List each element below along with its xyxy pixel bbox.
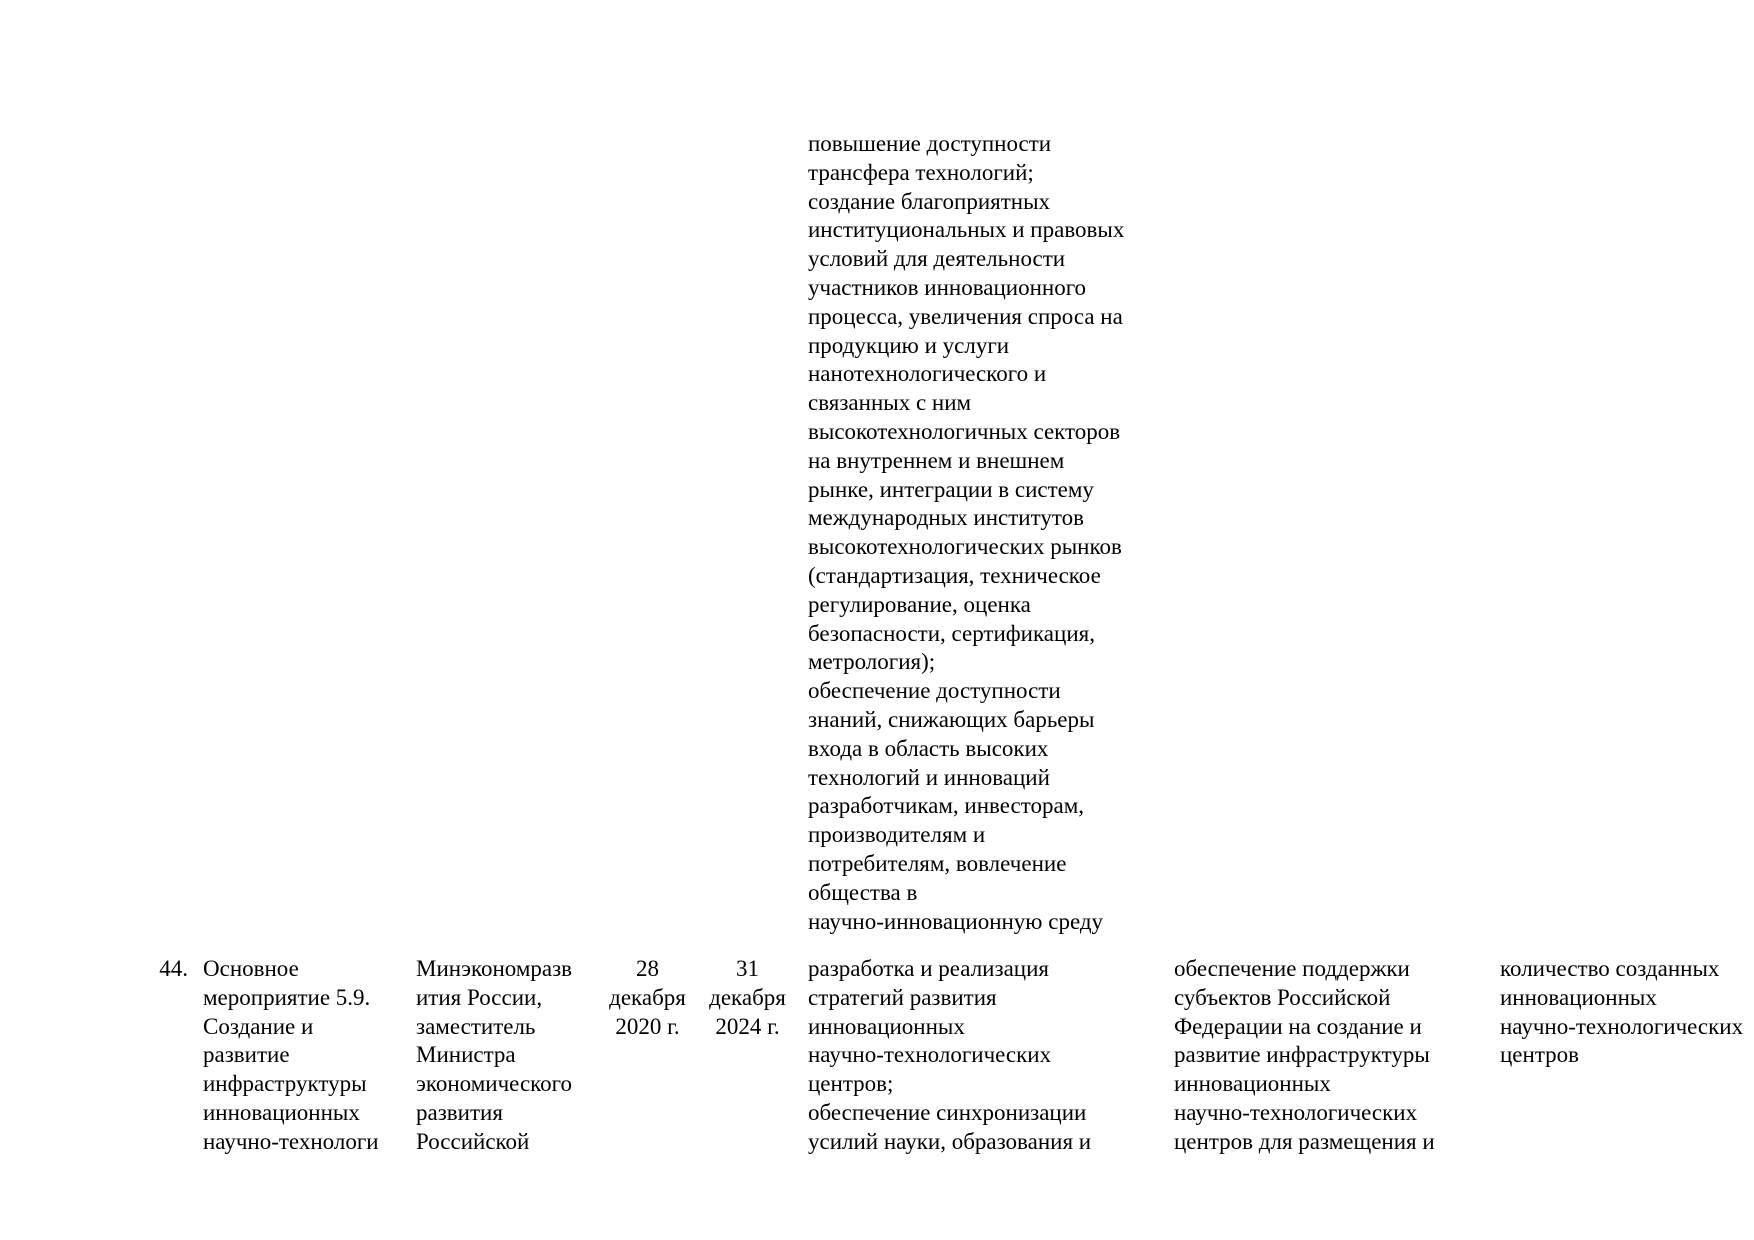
continuation-expected-results (808, 130, 1168, 936)
measure-name-cell (203, 955, 411, 1157)
text-line: процесса, увеличения спроса на (808, 303, 1123, 329)
text-line: связанных с ним (808, 390, 972, 416)
text-line: разработчикам, инвесторам, (808, 793, 1085, 819)
text-line: Российской (416, 1128, 530, 1154)
text-line: высокотехнологичных секторов (808, 418, 1121, 444)
text-line: экономического (416, 1071, 573, 1097)
text-line: 28 (636, 956, 659, 981)
text-line: мероприятие 5.9. (203, 984, 371, 1010)
text-line: (стандартизация, техническое (808, 562, 1101, 588)
text-line: производителям и (808, 822, 986, 848)
text-line: рынке, интеграции в систему (808, 476, 1094, 502)
text-line: участников инновационного (808, 274, 1087, 300)
text-line: входа в область высоких (808, 735, 1049, 761)
text-line: инновационных (808, 1013, 965, 1039)
text-line: 31 (736, 956, 759, 981)
start-date-cell (600, 955, 695, 1041)
text-line: научно-технологических (1174, 1099, 1418, 1125)
text-line: обеспечение доступности (808, 678, 1061, 704)
text-line: инновационных (203, 1099, 360, 1125)
text-line: инфраструктуры (203, 1071, 367, 1097)
text-line: субъектов Российской (1174, 984, 1391, 1010)
text-line: Создание и (203, 1013, 314, 1039)
text-line: декабря (709, 984, 786, 1010)
text-line: регулирование, оценка (808, 591, 1031, 617)
text-line: усилий науки, образования и (808, 1128, 1092, 1154)
text-line: количество созданных (1500, 956, 1720, 981)
text-line: высокотехнологических рынков (808, 534, 1122, 560)
text-line: знаний, снижающих барьеры (808, 706, 1095, 732)
text-line: инновационных (1500, 984, 1657, 1010)
text-line: научно-технологических (808, 1042, 1052, 1068)
text-line: центров; (808, 1071, 894, 1097)
text-line: трансфера технологий; (808, 159, 1034, 185)
text-line: институциональных и правовых (808, 217, 1125, 243)
indicator-cell (1500, 955, 1754, 1070)
text-line: повышение доступности (808, 131, 1052, 156)
end-date-cell (700, 955, 795, 1041)
text-line: Федерации на создание и (1174, 1013, 1422, 1039)
text-line: научно-технологи (203, 1128, 379, 1154)
text-line: 2020 г. (615, 1013, 680, 1039)
responsible-executor-cell (416, 955, 592, 1157)
text-line: декабря (609, 984, 686, 1010)
text-line: центров для размещения и (1174, 1128, 1435, 1154)
expected-results-cell (808, 955, 1168, 1157)
text-line: научно-технологических (1500, 1013, 1744, 1039)
text-line: условий для деятельности (808, 246, 1066, 272)
text-line: центров (1500, 1042, 1580, 1068)
text-line: Министра (416, 1042, 516, 1068)
text-line: общества в (808, 879, 918, 905)
text-line: развития (416, 1099, 503, 1125)
text-line: создание благоприятных (808, 188, 1051, 214)
text-line: международных институтов (808, 505, 1084, 531)
text-line: обеспечение поддержки (1174, 956, 1410, 981)
text-line: продукцию и услуги (808, 332, 1010, 358)
row-number-text: 44. (159, 956, 188, 981)
text-line: Минэкономразв (416, 956, 573, 981)
text-line: обеспечение синхронизации (808, 1099, 1087, 1125)
row-number (144, 955, 188, 984)
text-line: Основное (203, 956, 299, 981)
text-line: 2024 г. (715, 1013, 780, 1039)
text-line: стратегий развития (808, 984, 997, 1010)
text-line: на внутреннем и внешнем (808, 447, 1065, 473)
text-line: развитие инфраструктуры (1174, 1042, 1430, 1068)
text-line: потребителям, вовлечение (808, 850, 1067, 876)
text-line: научно-инновационную среду (808, 908, 1104, 934)
text-line: заместитель (416, 1013, 536, 1039)
text-line: инновационных (1174, 1071, 1331, 1097)
tasks-cell (1174, 955, 1494, 1157)
text-line: разработка и реализация (808, 956, 1049, 981)
text-line: безопасности, сертификация, (808, 620, 1095, 646)
text-line: технологий и инноваций (808, 764, 1050, 790)
text-line: ития России, (416, 984, 543, 1010)
text-line: развитие (203, 1042, 290, 1068)
text-line: метрология); (808, 649, 936, 675)
text-line: нанотехнологического и (808, 361, 1047, 387)
